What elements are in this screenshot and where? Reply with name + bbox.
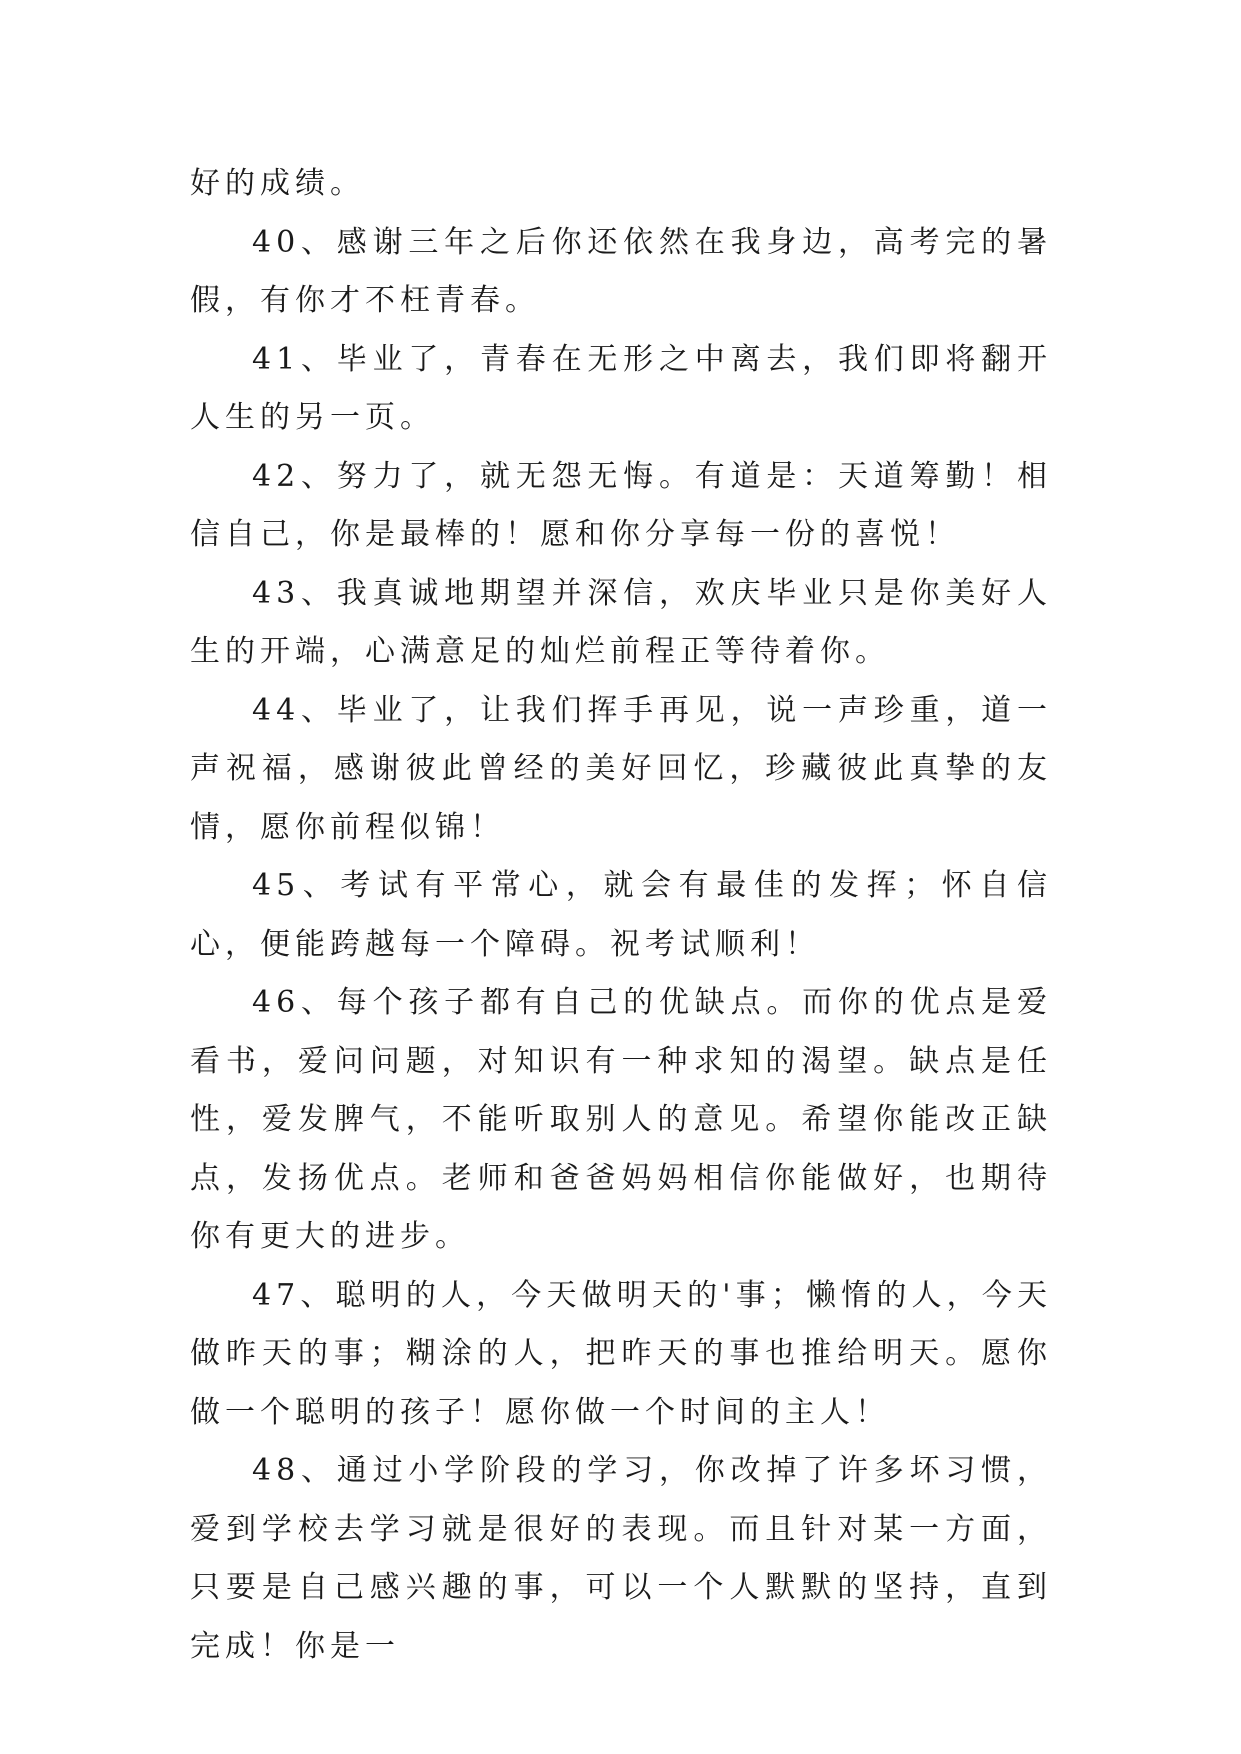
document-body bbox=[190, 155, 1052, 1676]
paragraph-43: 43、我真诚地期望并深信，欢庆毕业只是你美好人生的开端，心满意足的灿烂前程正等待着你。 bbox=[190, 575, 1052, 669]
paragraph-40: 40、感谢三年之后你还依然在我身边，高考完的暑假，有你才不枉青春。 bbox=[190, 224, 1052, 318]
paragraph-41: 41、毕业了，青春在无形之中离去，我们即将翻开人生的另一页。 bbox=[190, 341, 1052, 435]
paragraph-45: 45、考试有平常心，就会有最佳的发挥；怀自信心，便能跨越每一个障碍。祝考试顺利！ bbox=[190, 868, 1052, 962]
paragraph-44: 44、毕业了，让我们挥手再见，说一声珍重，道一声祝福，感谢彼此曾经的美好回忆，珍藏彼此真挚的友情，愿你前程似锦！ bbox=[190, 692, 1052, 845]
paragraph-46: 46、每个孩子都有自己的优缺点。而你的优点是爱看书，爱问问题，对知识有一种求知的渴望。缺点是任性，爱发脾气，不能听取别人的意见。希望你能改正缺点，发扬优点。老师和爸爸妈妈相信你能做好，也期待你有更大的进步。 bbox=[190, 985, 1052, 1254]
paragraph-47: 47、聪明的人，今天做明天的'事；懒惰的人，今天做昨天的事；糊涂的人，把昨天的事也推给明天。愿你做一个聪明的孩子！愿你做一个时间的主人！ bbox=[190, 1277, 1052, 1430]
paragraph-48: 48、通过小学阶段的学习，你改掉了许多坏习惯，爱到学校去学习就是很好的表现。而且针对某一方面，只要是自己感兴趣的事，可以一个人默默的坚持，直到完成！你是一 bbox=[190, 1453, 1052, 1664]
paragraph-continuation: 好的成绩。 bbox=[190, 166, 365, 201]
paragraph-42: 42、努力了，就无怨无悔。有道是：天道筹勤！相信自己，你是最棒的！愿和你分享每一份的喜悦！ bbox=[190, 458, 1052, 552]
